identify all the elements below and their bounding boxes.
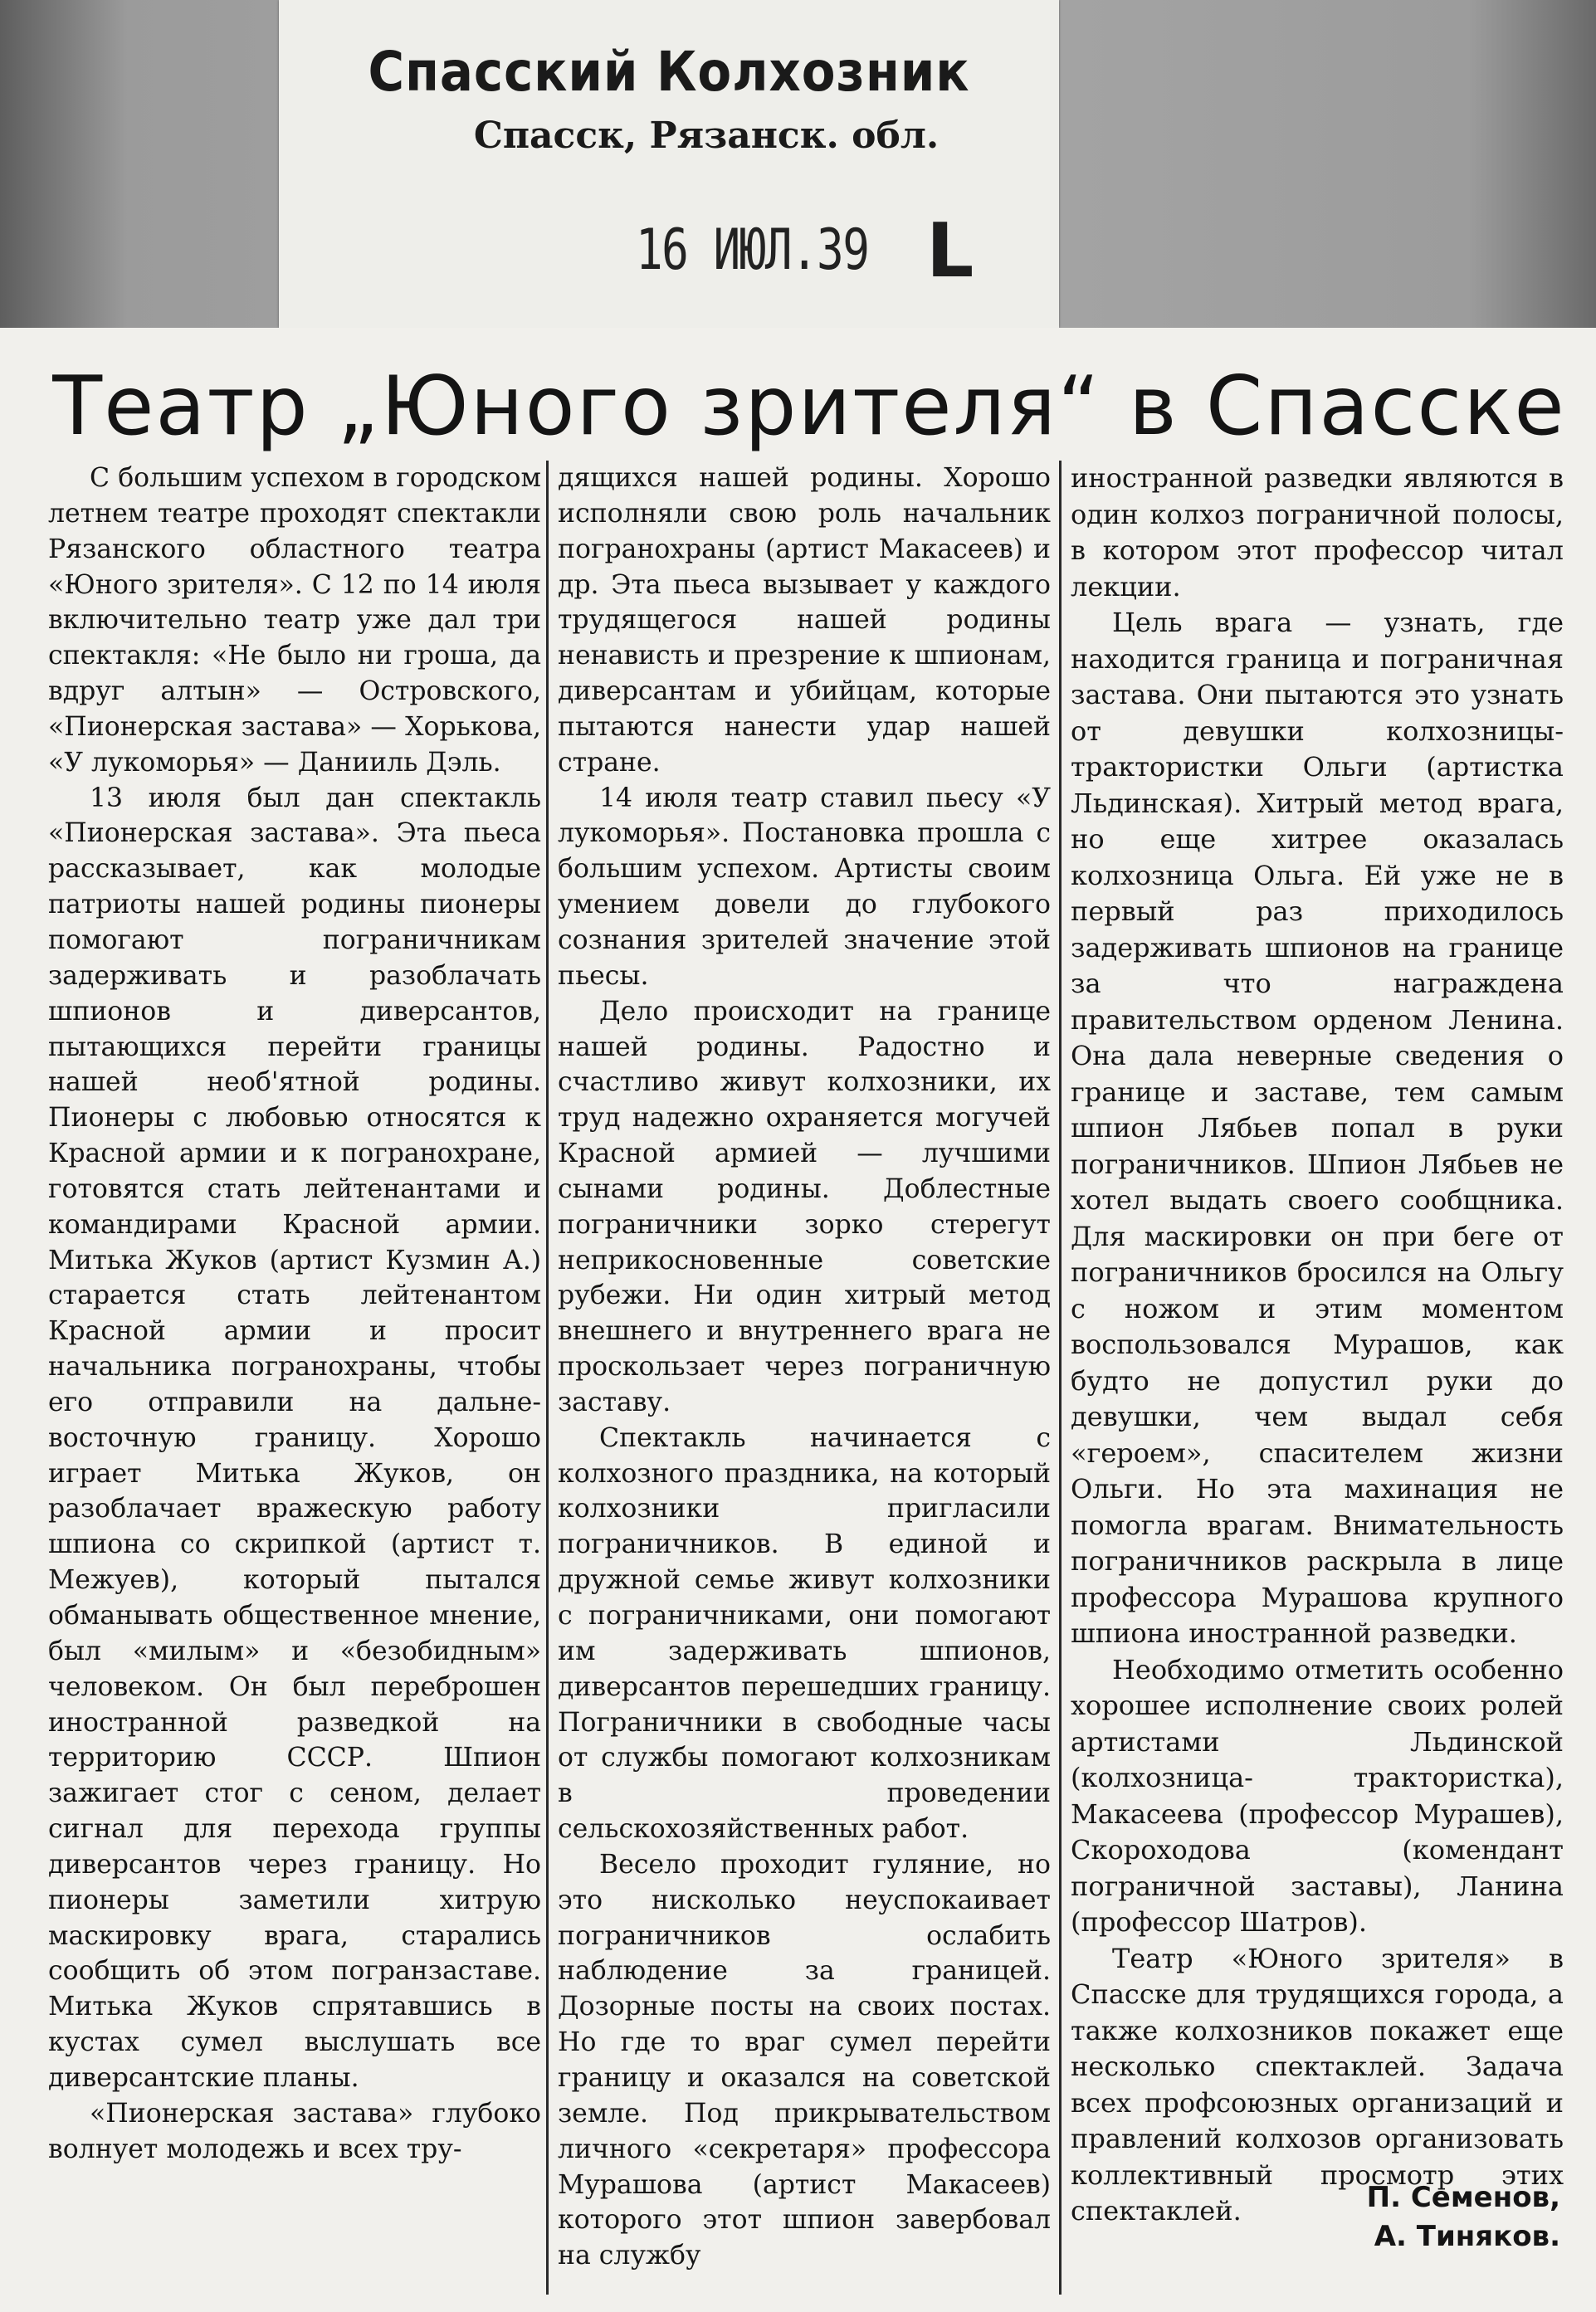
paragraph: иностранной разведки являются в один колхоз пограничной полосы, в котором этот профессор читал лекции. bbox=[1071, 462, 1564, 602]
article-column-1 bbox=[48, 461, 541, 2286]
paragraph: 14 июля театр ставил пьесу «У лукоморья». Постановка прошла с большим успехом. Артисты своим умением довели до глубокого сознания зрителей значение этой пьесы. bbox=[558, 783, 1051, 991]
paragraph: 13 июля был дан спектакль «Пионерская застава». Эта пьеса рассказывает, как молодые патриоты нашей родины пионеры помогают пограничникам задерживать и разоблачать шпионов и диверсантов, пытающихся перейти границы нашей необ'ятной родины. Пионеры с любовью относятся к Красной армии и к погранохране, готовятся стать лейтенантами и командирами Красной армии. Митька Жуков (артист Кузмин А.) старается стать лейтенантом Красной армии и просит начальника погранохраны, чтобы его отправили на дальне-восточную границу. Хорошо играет Митька Жуков, он разоблачает вражескую работу шпиона со скрипкой (артист т. Межуев), который пытался обманывать общественное мнение, был «милым» и «безобидным» человеком. Он был переброшен иностранной разведкой на территорию СССР. Шпион зажигает стог с сеном, делает сигнал для перехода группы диверсантов через границу. Но пионеры заметили хитрую маскировку врага, старались сообщить об этом погранзаставе. Митька Жуков спрятавшись в кустах сумел выслушать все диверсантские планы. bbox=[48, 783, 541, 2093]
paragraph: Дело происходит на границе нашей родины. Радостно и счастливо живут колхозники, их труд надежно охраняется могучей Красной армией — лучшими сынами родины. Доблестные пограничники зорко стерегут неприкосновенные советские рубежи. Ни один хитрый метод внешнего и внутреннего врага не проскользает через пограничную заставу. bbox=[558, 996, 1051, 1417]
paragraph: дящихся нашей родины. Хорошо исполняли свою роль начальник погранохраны (артист Макасеев) и др. Эта пьеса вызывает у каждого трудящегося нашей родины ненависть и презрение к шпионам, диверсантам и убийцам, которые пытаются нанести удар нашей стране. bbox=[558, 463, 1051, 778]
paragraph: Необходимо отметить особенно хорошее исполнение своих ролей артистами Льдинской (колхозница- трактористка), Макасеева (профессор Мурашев), Скороходова (комендант пограничной заставы), Ланина (профессор Шатров). bbox=[1071, 1653, 1564, 1938]
author-signature: А. Тиняков. bbox=[1374, 2220, 1560, 2253]
newspaper-title: Спасский Колхозник bbox=[368, 40, 970, 104]
author-signature: П. Семенов, bbox=[1366, 2181, 1560, 2214]
newspaper-place: Спасск, Рязанск. обл. bbox=[473, 115, 940, 157]
column-divider bbox=[546, 461, 549, 2295]
article-headline: Театр „Юного зрителя“ в Спасске bbox=[52, 359, 1566, 454]
column-divider bbox=[1059, 461, 1062, 2295]
article-clipping bbox=[0, 328, 1596, 2312]
paragraph: Цель врага — узнать, где находится граница и пограничная застава. Они пытаются это узнать от девушки колхозницы-трактористки Ольги (артистка Льдинская). Хитрый метод врага, но еще хитрее оказалась колхозница Ольга. Ей уже не в первый раз приходилось задерживать шпионов на границе за что награждена правительством орденом Ленина. Она дала неверные сведения о границе и заставе, тем самым шпион Лябьев попал в руки пограничников. Шпион Лябьев не хотел выдать своего сообщника. Для маскировки он при беге от пограничников бросился на Ольгу с ножом и этим моментом воспользовался Мурашов, как будто не допустил руки до девушки, чем выдал себя «героем», спасителем жизни Ольги. Но эта махинация не помогла врагам. Внимательность пограничников раскрыла в лице профессора Мурашова крупного шпиона иностранной разведки. bbox=[1071, 607, 1564, 1649]
paragraph: Спектакль начинается с колхозного праздника, на который колхозники пригласили пограничников. В единой и дружной семье живут колхозники с пограничниками, они помогают им задерживать шпионов, диверсантов перешедших границу. Пограничники в свободные часы от службы помогают колхозникам в проведении сельскохозяйственных работ. bbox=[558, 1422, 1051, 1845]
paragraph: Весело проходит гуляние, но это нисколько неуспокаивает пограничников ослабить наблюдение за границей. Дозорные посты на своих постах. Но где то враг сумел перейти границу и оказался на советской земле. Под прикрывательством личного «секретаря» профессора Мурашова (артист Макасеев) которого этот шпион завербовал на службу bbox=[558, 1849, 1051, 2271]
newspaper-masthead-clipping bbox=[279, 0, 1059, 328]
paragraph: С большим успехом в городском летнем театре проходят спектакли Рязанского областного театра «Юного зрителя». С 12 по 14 июля включительно театр уже дал три спектакля: «Не было ни гроша, да вдруг алтын» — Островского, «Пионерская застава» — Хорькова, «У лукоморья» — Данииль Дэль. bbox=[48, 463, 541, 778]
stamp-mark: L bbox=[926, 207, 974, 295]
date-stamp: 16 ИЮЛ.39 bbox=[636, 217, 869, 283]
paragraph: Театр «Юного зрителя» в Спасске для трудящихся города, а также колхозников покажет еще несколько спектаклей. Задача всех профсоюзных организаций и правлений колхозов организовать коллективный просмотр этих спектаклей. bbox=[1071, 1942, 1564, 2227]
article-column-3 bbox=[1071, 461, 1564, 2286]
paragraph: «Пионерская застава» глубоко волнует молодежь и всех тру- bbox=[48, 2098, 541, 2164]
article-column-2 bbox=[558, 461, 1051, 2286]
